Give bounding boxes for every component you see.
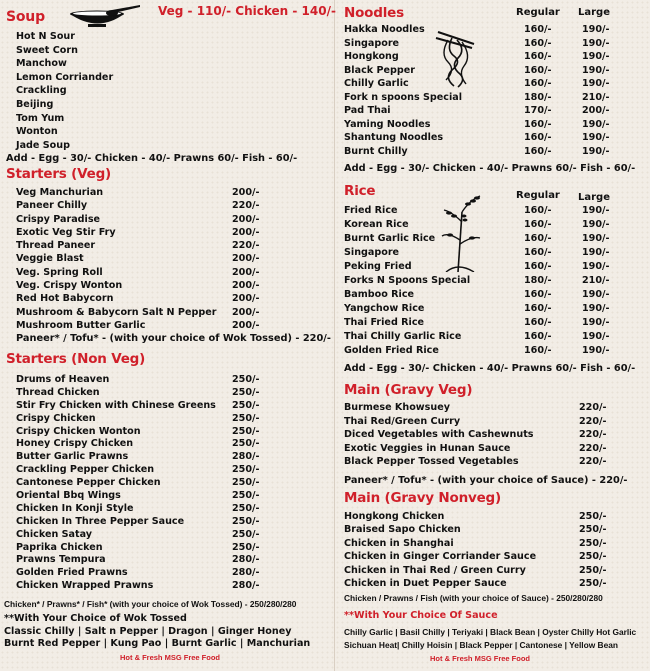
item-price-large: 190/- <box>582 118 610 130</box>
menu-item <box>16 213 316 226</box>
item-name: Lemon Corriander <box>16 71 114 83</box>
item-price: 250/- <box>232 399 260 411</box>
soup-price-line: Veg - 110/- Chicken - 140/- <box>158 4 336 18</box>
item-price-large: 190/- <box>582 51 610 62</box>
item-price: 250/- <box>232 515 260 527</box>
item-name: Black Pepper Tossed Vegetables <box>344 456 519 467</box>
item-price: 220/- <box>579 415 607 427</box>
item-price-regular: 160/- <box>524 261 552 272</box>
item-price: 250/- <box>579 537 607 549</box>
menu-item <box>344 23 644 37</box>
item-price: 200/- <box>232 293 260 305</box>
item-price-large: 190/- <box>582 24 610 35</box>
menu-item <box>16 319 316 332</box>
item-name: Mushroom Butter Garlic <box>16 319 146 331</box>
item-price: 250/- <box>232 490 260 502</box>
item-name: Tom Yum <box>16 112 65 124</box>
item-name: Burnt Garlic Rice <box>344 233 436 244</box>
menu-item <box>16 426 316 439</box>
item-price: 200/- <box>232 266 260 278</box>
item-name: Veg. Spring Roll <box>16 266 103 278</box>
rice-addon-line: Add - Egg - 30/- Chicken - 40/- Prawns 60/- Fish - 60/- <box>344 363 636 374</box>
item-name: Burnt Chilly <box>344 145 408 157</box>
menu-item <box>16 306 316 319</box>
noodles-col-regular: Regular <box>516 7 560 18</box>
item-price: 220/- <box>579 456 607 467</box>
item-name: Chicken In Konji Style <box>16 502 134 514</box>
item-name: Peking Fried <box>344 261 412 272</box>
item-price: 220/- <box>232 200 260 212</box>
menu-item <box>344 37 644 51</box>
menu-item <box>16 239 316 252</box>
item-price-large: 190/- <box>582 247 610 258</box>
menu-item <box>344 104 644 118</box>
item-name: Thread Paneer <box>16 240 96 252</box>
item-price-large: 190/- <box>582 331 610 342</box>
sauce-choice-line-1: Chilly Garlic | Basil Chilly | Teriyaki | Black Bean | Oyster Chilly Hot Garlic <box>344 627 637 637</box>
item-name: Thread Chicken <box>16 386 100 398</box>
item-price-large: 190/- <box>582 317 610 328</box>
item-price-regular: 160/- <box>524 24 552 35</box>
menu-item <box>344 260 644 274</box>
item-name: Chicken in Duet Pepper Sauce <box>344 577 507 589</box>
item-price-regular: 160/- <box>524 289 552 300</box>
item-price-regular: 160/- <box>524 64 552 76</box>
item-price: 250/- <box>232 502 260 514</box>
item-name: Hongkong Chicken <box>344 511 445 522</box>
item-price-regular: 160/- <box>524 132 552 143</box>
item-price: 250/- <box>232 541 260 553</box>
section-title-gravy-nonveg: Main (Gravy Nonveg) <box>344 490 501 506</box>
item-price: 200/- <box>232 213 260 225</box>
menu-item <box>344 246 644 260</box>
section-title-starters-veg: Starters (Veg) <box>6 166 112 182</box>
menu-item <box>344 218 644 232</box>
item-price-large: 190/- <box>582 303 610 314</box>
menu-item <box>16 292 316 305</box>
item-name: Yaming Noodles <box>344 118 431 130</box>
item-price-large: 190/- <box>582 132 610 143</box>
menu-item <box>344 537 644 550</box>
noodles-addon-line: Add - Egg - 30/- Chicken - 40/- Prawns 60/- Fish - 60/- <box>344 163 636 174</box>
item-name: Golden Fried Prawns <box>16 567 128 579</box>
footer-msg-free-left: Hot & Fresh MSG Free Food <box>120 653 221 662</box>
item-price-regular: 160/- <box>524 303 552 314</box>
menu-item <box>344 64 644 78</box>
soup-bowl-icon <box>62 3 142 33</box>
menu-item <box>344 523 644 536</box>
item-name: Red Hot Babycorn <box>16 293 114 305</box>
menu-item <box>344 401 644 415</box>
item-name: Forks N Spoons Special <box>344 275 471 286</box>
sauce-choice-title: **With Your Choice Of Sauce <box>344 610 498 621</box>
menu-item <box>344 288 644 302</box>
menu-item <box>16 503 316 516</box>
menu-item <box>16 490 316 503</box>
item-price-large: 190/- <box>582 205 610 216</box>
item-name: Chicken Wrapped Prawns <box>16 580 154 592</box>
menu-item <box>16 252 316 265</box>
noodles-list <box>344 23 644 158</box>
item-price: 250/- <box>232 425 260 437</box>
column-divider <box>334 0 335 671</box>
item-price-large: 190/- <box>582 261 610 272</box>
sauce-choice-line-2: Sichuan Heat| Chilly Hoisin | Black Pepper | Cantonese | Yellow Bean <box>344 640 619 650</box>
item-price-large: 190/- <box>582 145 610 157</box>
item-name: Thai Fried Rice <box>344 317 425 328</box>
starters-nonveg-list <box>16 374 316 593</box>
item-name: Chicken in Ginger Corriander Sauce <box>344 551 537 563</box>
section-title-noodles: Noodles <box>344 5 404 21</box>
item-price: 250/- <box>232 477 260 489</box>
item-name: Prawns Tempura <box>16 554 106 566</box>
item-price: 250/- <box>232 528 260 540</box>
item-price: 250/- <box>232 386 260 398</box>
item-name: Honey Crispy Chicken <box>16 438 134 450</box>
item-name: Jade Soup <box>16 139 70 151</box>
item-price-large: 190/- <box>582 233 610 244</box>
menu-item <box>16 516 316 529</box>
item-name: Crispy Chicken <box>16 412 96 424</box>
menu-item <box>16 580 316 593</box>
item-name: Singapore <box>344 247 400 258</box>
item-name: Crispy Paradise <box>16 213 101 225</box>
item-price-regular: 160/- <box>524 233 552 244</box>
item-name: Chicken in Shanghai <box>344 537 454 549</box>
item-name: Golden Fried Rice <box>344 345 439 356</box>
menu-item <box>16 477 316 490</box>
rice-col-regular: Regular <box>516 190 560 201</box>
item-name: Fried Rice <box>344 205 398 216</box>
menu-item <box>344 91 644 105</box>
item-price-large: 210/- <box>582 275 610 286</box>
item-price-regular: 160/- <box>524 247 552 258</box>
item-price-regular: 160/- <box>524 118 552 130</box>
item-name: Korean Rice <box>344 219 409 230</box>
item-name: Singapore <box>344 37 400 49</box>
item-price: 280/- <box>232 554 260 566</box>
menu-item <box>344 131 644 145</box>
menu-item <box>16 542 316 555</box>
menu-item <box>16 266 316 279</box>
item-name: Burmese Khowsuey <box>344 402 450 413</box>
item-name: Oriental Bbq Wings <box>16 490 121 502</box>
item-price-large: 190/- <box>582 64 610 76</box>
item-price: 250/- <box>232 374 260 385</box>
starters-veg-note: Paneer* / Tofu* - (with your choice of Wok Tossed) - 220/- <box>16 333 331 344</box>
item-name: Cantonese Pepper Chicken <box>16 477 161 489</box>
item-name: Chicken in Thai Red / Green Curry <box>344 564 526 576</box>
item-price-regular: 180/- <box>524 275 552 286</box>
item-name: Exotic Veggies in Hunan Sauce <box>344 442 511 454</box>
menu-item <box>16 464 316 477</box>
item-name: Diced Vegetables with Cashewnuts <box>344 429 534 440</box>
item-name: Stir Fry Chicken with Chinese Greens <box>16 399 216 411</box>
item-price: 200/- <box>232 253 260 265</box>
item-price: 250/- <box>579 511 607 522</box>
item-price-large: 190/- <box>582 37 610 49</box>
menu-item <box>16 451 316 464</box>
starters-nonveg-note: Chicken* / Prawns* / Fish* (with your choice of Wok Tossed) - 250/280/280 <box>4 599 297 609</box>
item-name: Fork n spoons Special <box>344 91 463 103</box>
item-name: Veg Manchurian <box>16 187 104 198</box>
menu-item <box>344 145 644 159</box>
menu-item <box>16 438 316 451</box>
item-name: Yangchow Rice <box>344 303 425 314</box>
item-name: Butter Garlic Prawns <box>16 451 129 463</box>
item-price: 220/- <box>579 402 607 413</box>
item-name: Sweet Corn <box>16 44 78 56</box>
item-name: Chilly Garlic <box>344 78 409 89</box>
item-price-regular: 160/- <box>524 345 552 356</box>
wok-choice-title: **With Your Choice of Wok Tossed <box>4 613 187 624</box>
menu-item <box>16 226 316 239</box>
item-price-large: 200/- <box>582 105 610 116</box>
menu-item <box>16 400 316 413</box>
item-price: 200/- <box>232 226 260 238</box>
item-price: 250/- <box>579 524 607 536</box>
section-title-gravy-veg: Main (Gravy Veg) <box>344 382 473 398</box>
item-name: Crackling Pepper Chicken <box>16 464 155 476</box>
soup-addon-line: Add - Egg - 30/- Chicken - 40/- Prawns 60/- Fish - 60/- <box>6 153 298 164</box>
menu-item <box>344 344 644 358</box>
item-price: 250/- <box>579 551 607 563</box>
menu-item <box>16 529 316 542</box>
item-name: Hongkong <box>344 51 399 62</box>
item-price-regular: 160/- <box>524 219 552 230</box>
item-name: Hot N Sour <box>16 31 75 42</box>
item-name: Veg. Crispy Wonton <box>16 280 123 292</box>
item-name: Mushroom & Babycorn Salt N Pepper <box>16 306 217 318</box>
item-name: Crackling <box>16 85 67 97</box>
item-price-regular: 160/- <box>524 205 552 216</box>
item-price-large: 190/- <box>582 78 610 89</box>
item-name: Drums of Heaven <box>16 374 110 385</box>
menu-item <box>344 232 644 246</box>
item-price: 250/- <box>232 438 260 450</box>
item-price: 220/- <box>579 429 607 440</box>
menu-item <box>344 550 644 563</box>
item-name: Veggie Blast <box>16 253 84 265</box>
menu-item <box>344 415 644 429</box>
section-title-starters-nonveg: Starters (Non Veg) <box>6 351 146 367</box>
menu-item <box>16 413 316 426</box>
rice-list <box>344 204 644 358</box>
item-name: Thai Red/Green Curry <box>344 415 461 427</box>
wok-choice-line-2: Burnt Red Pepper | Kung Pao | Burnt Garlic | Manchurian <box>4 638 311 649</box>
menu-item <box>16 387 316 400</box>
menu-item <box>16 279 316 292</box>
section-title-rice: Rice <box>344 183 376 199</box>
footer-msg-free-right: Hot & Fresh MSG Free Food <box>430 654 531 663</box>
item-name: Bamboo Rice <box>344 289 415 300</box>
item-price-regular: 160/- <box>524 331 552 342</box>
item-name: Hakka Noodles <box>344 24 425 35</box>
item-price-regular: 180/- <box>524 91 552 103</box>
menu-item <box>344 302 644 316</box>
menu-item <box>344 316 644 330</box>
menu-item <box>344 204 644 218</box>
item-price-large: 210/- <box>582 91 610 103</box>
menu-item <box>344 77 644 91</box>
wok-choice-line-1: Classic Chilly | Salt n Pepper | Dragon | Ginger Honey <box>4 626 292 637</box>
item-name: Braised Sapo Chicken <box>344 524 461 536</box>
item-price: 220/- <box>232 240 260 252</box>
item-name: Beijing <box>16 98 54 110</box>
menu-item <box>16 567 316 580</box>
menu-item <box>344 564 644 577</box>
rice-col-large: Large <box>578 192 610 203</box>
item-name: Chicken Satay <box>16 528 93 540</box>
item-price-large: 190/- <box>582 219 610 230</box>
item-price-regular: 160/- <box>524 145 552 157</box>
menu-item <box>344 455 644 469</box>
gravy-veg-list <box>344 401 644 469</box>
noodles-col-large: Large <box>578 7 610 18</box>
item-price-large: 190/- <box>582 289 610 300</box>
menu-item <box>344 118 644 132</box>
menu-item <box>344 330 644 344</box>
item-price: 250/- <box>579 577 607 589</box>
item-name: Wonton <box>16 126 58 138</box>
item-price-large: 190/- <box>582 345 610 356</box>
item-price: 250/- <box>232 412 260 424</box>
item-name: Thai Chilly Garlic Rice <box>344 331 462 342</box>
menu-item <box>344 50 644 64</box>
item-name: Crispy Chicken Wonton <box>16 425 141 437</box>
menu-item <box>16 186 316 199</box>
item-price: 280/- <box>232 451 260 463</box>
menu-item <box>344 274 644 288</box>
item-price: 250/- <box>579 564 607 576</box>
item-price: 220/- <box>579 442 607 454</box>
menu-item <box>344 510 644 523</box>
item-price-regular: 160/- <box>524 78 552 89</box>
item-price-regular: 160/- <box>524 37 552 49</box>
menu-item <box>16 554 316 567</box>
menu-item <box>344 428 644 442</box>
gravy-nonveg-note: Chicken / Prawns / Fish (with your choice of Sauce) - 250/280/280 <box>344 593 603 603</box>
item-price: 200/- <box>232 187 260 198</box>
starters-veg-list <box>16 186 316 332</box>
item-name: Chicken In Three Pepper Sauce <box>16 515 185 527</box>
item-name: Paneer Chilly <box>16 200 88 212</box>
item-name: Exotic Veg Stir Fry <box>16 226 116 238</box>
item-price: 200/- <box>232 306 260 318</box>
item-name: Manchow <box>16 58 67 70</box>
item-price: 200/- <box>232 319 260 331</box>
item-name: Black Pepper <box>344 64 415 76</box>
gravy-nonveg-list <box>344 510 644 590</box>
item-price: 280/- <box>232 567 260 579</box>
item-price-regular: 160/- <box>524 51 552 62</box>
menu-item <box>344 442 644 456</box>
item-price-regular: 170/- <box>524 105 552 116</box>
menu-item <box>344 577 644 590</box>
item-price: 250/- <box>232 464 260 476</box>
gravy-veg-note: Paneer* / Tofu* - (with your choice of Sauce) - 220/- <box>344 475 628 486</box>
item-name: Paprika Chicken <box>16 541 103 553</box>
section-title-soup: Soup <box>6 9 45 25</box>
item-price: 280/- <box>232 580 260 592</box>
item-name: Pad Thai <box>344 105 391 116</box>
item-price-regular: 160/- <box>524 317 552 328</box>
menu-item <box>16 199 316 212</box>
item-price: 200/- <box>232 280 260 292</box>
item-name: Shantung Noodles <box>344 132 444 143</box>
menu-item <box>16 374 316 387</box>
